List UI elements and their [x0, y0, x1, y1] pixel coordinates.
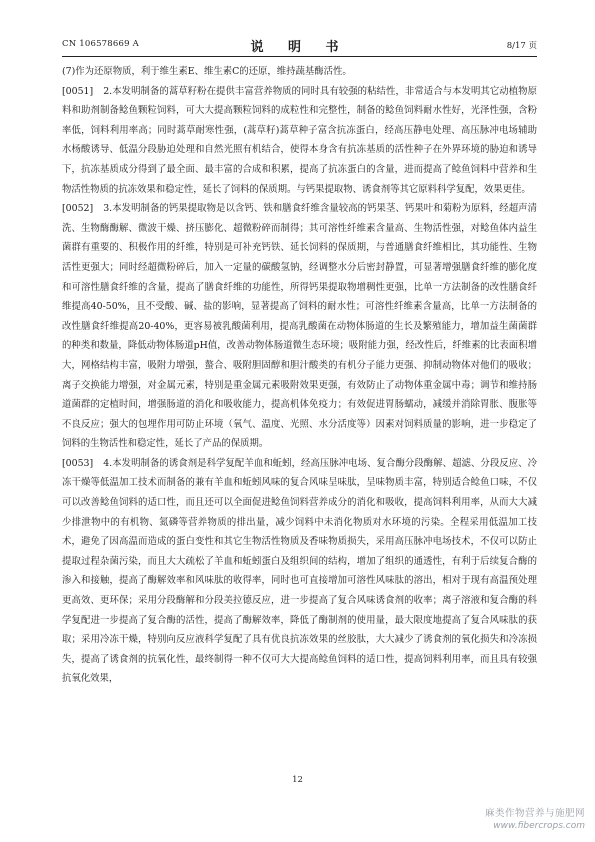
patent-number: CN 106578669 A [62, 39, 139, 49]
paragraph-number: [0052] [62, 203, 94, 215]
paragraph-number: [0051] [62, 85, 94, 97]
document-body [62, 62, 537, 689]
page-of-count: 8/17 页 [506, 41, 537, 51]
paragraph-0053 [62, 454, 537, 689]
paragraph-intro [62, 62, 537, 82]
paragraph-text: 4.本发明制备的诱食剂是科学复配羊血和蚯蚓，经高压脉冲电场、复合酶分段酶解、超滤、分段反应、冷冻干燥等低温加工技术而制备的兼有羊血和蚯蚓风味的复合风味呈味肽，呈味物质丰富，特别适合鲶鱼口味，不仅可以改善鲶鱼饲料的适口性，而且还可以全面促进鲶鱼饲料营养成分的消化和吸收，提高饲料利用率，从而大大减少排泄物中的有机物、氮磷等营养物质的排出量，减少饲料中未消化物质对水环境的污染。全程采用低温加工技术，避免了因高温而造成的蛋白变性和其它生物活性物质及香味物质损失，采用高压脉冲电场技术，不仅可以防止提取过程杂菌污染，而且大大疏松了羊血和蚯蚓蛋白及组织间的结构，增加了组织的通透性，有利于后续复合酶的渗入和接触，提高了酶解效率和风味肽的收得率，同时也可直接增加可溶性风味肽的溶出，相对于现有高温预处理更高效、更环保；采用分段酶解和分段美拉德反应，进一步提高了复合风味诱食剂的收率；离子溶液和复合酶的科学复配进一步提高了复合酶的活性，提高了酶解效率，降低了酶制剂的使用量，最大限度地提高了复合风味肽的获取；采用冷冻干燥，特别向反应液科学复配了具有优良抗冻效果的丝胶肽，大大减少了诱食剂的氧化损失和冷冻损失，提高了诱食剂的抗氧化性，最终制得一种不仅可大大提高鲶鱼饲料的适口性，提高饲料利用率，而且具有较强抗氧化效果， [62, 457, 537, 685]
page-number: 12 [292, 775, 303, 785]
paragraph-0052 [62, 199, 537, 454]
watermark [485, 808, 585, 832]
page-header [62, 36, 537, 55]
paragraph-number: [0053] [62, 457, 94, 469]
paragraph-text: 2.本发明制备的蒿草籽粉在提供丰富营养物质的同时具有较强的粘结性，非常适合与本发明其它动植物原料和助剂制备鲶鱼颗粒饲料，可大大提高颗粒饲料的成粒性和完整性，制备的鲶鱼饲料耐水性好，光泽性强，含粉率低，饲料利用率高；同时蒿草耐寒性强，(蒿草籽)蒿草种子富含抗冻蛋白，经高压静电处理、高压脉冲电场辅助水杨酸诱导、低温分段胁迫处理和自然光照有机结合，使得本身含有抗冻基质的活性种子在外界环境的胁迫和诱导下，抗冻基质成分得到了最全面、最丰富的合成和积累，提高了抗冻蛋白的含量，进而提高了鲶鱼饲料中营养和生物活性物质的抗冻效果和稳定性，延长了饲料的保质期。与钙果提取物、诱食剂等其它原料科学复配，效果更佳。 [62, 85, 537, 195]
paragraph-text: 3.本发明制备的钙果提取物是以含钙、铁和膳食纤维含量较高的钙果茎、钙果叶和菊粉为原料，经超声清洗、生物酶酶解、微波干燥、挤压膨化、超微粉碎而制得；其可溶性纤维素含量高、生物活性强，对鲶鱼体内益生菌群有重要的、积极作用的纤维，特别是可补充钙铁、延长饲料的保质期，与普通膳食纤维相比，其功能性、生物活性更强大；同时经超微粉碎后，加入一定量的碳酸氢钠，经调整水分后密封静置，可显著增强膳食纤维的膨化度和可溶性膳食纤维的含量，提高了膳食纤维的功能性，所得钙果提取物增稠性更强，比单一方法制备的改性膳食纤维提高40-50%，且不受酸、碱、盐的影响，显著提高了饲料的耐水性；可溶性纤维素含量高，比单一方法制备的改性膳食纤维提高20-40%，更容易被乳酸菌利用，提高乳酸菌在动物体肠道的生长及繁殖能力，增加益生菌菌群的种类和数量，降低动物体肠道pH值，改善动物体肠道微生态环境；吸附能力强，经改性后，纤维素的比表面积增大，网格结构丰富，吸附力增强，螯合、吸附胆固醇和胆汁酸类的有机分子能力更强、抑制动物体对他们的吸收；离子交换能力增强，对金属元素，特别是重金属元素吸附效果更强，有效防止了动物体重金属中毒；调节和维持肠道菌群的定植时间，增强肠道的消化和吸收能力，提高机体免疫力；有效促进胃肠蠕动，减缓并消除胃胀、腹胀等不良反应；强大的包埋作用可防止环境（氧气、温度、光照、水分活度等）因素对饲料质量的影响，进一步稳定了饲料的生物活性和稳定性，延长了产品的保质期。 [62, 203, 537, 450]
watermark-text: 麻类作物营养与施肥网 [484, 808, 585, 819]
paragraph-0051 [62, 82, 537, 200]
paragraph-text: (7)作为还原物质，利于维生素E、维生素C的还原，维持蔬基酶活性。 [62, 66, 352, 77]
watermark-url: www.fibercrops.com [493, 821, 585, 831]
header-divider [62, 56, 537, 57]
document-title: 说 明 书 [250, 40, 349, 55]
